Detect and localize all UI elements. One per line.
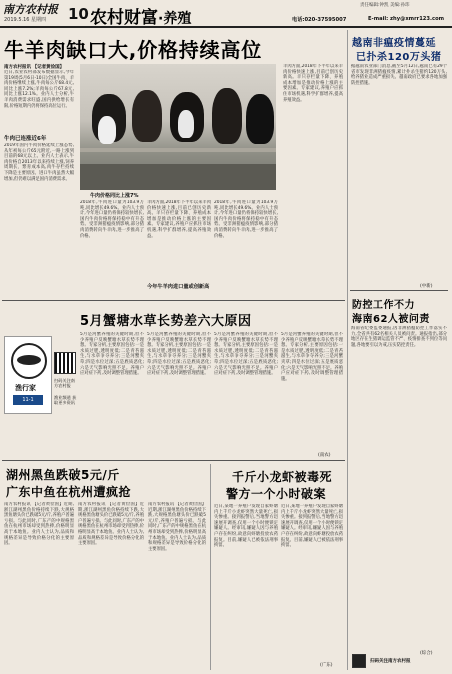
main-body-mid-2: 羊肉方面,2018年下半年以来羊肉价格快速上涨,目前已创历史新高。羊只存栏量下降、养殖成本增加是推动价格上涨的主要因素。专家建议,养殖户应抓住市场机遇,科学扩群增养,提高养殖效益。 xyxy=(147,200,211,239)
crab-headline: 5月蟹塘水草长势差六大原因 xyxy=(80,314,252,329)
sidebar-byline: (中新) xyxy=(420,284,433,289)
pen-rail xyxy=(80,148,276,152)
qr-code[interactable] xyxy=(54,352,76,374)
main-headline: 牛羊肉缺口大,价格持续高位 xyxy=(4,38,262,62)
lobster-byline: (广东) xyxy=(320,663,333,668)
logo-badge: 11-1 xyxy=(13,395,43,405)
section-title-sub: ·养殖 xyxy=(158,11,192,27)
sidebar-hr xyxy=(350,290,448,291)
cow-2 xyxy=(132,90,162,142)
snakehead-headline-1: 湖州黑鱼跌破5元/斤 xyxy=(6,468,120,482)
main-body-left: 近日,农业农村部发布数据显示,今年第19周(5月6日-10日)全国牛肉、羊肉价格继续上涨,牛肉每公斤68.4元,同比上涨7.2%;羊肉每公斤67.8元,同比上涨12.1%。业内人士分析,牛羊肉消费需求旺盛,国内供给增长有限,价格短期内仍将保持高位运行。 xyxy=(4,70,74,109)
main-body-mid-3: 2018年,牛肉进口量为103.9万吨,同比增长49.6%。业内人士预计,今年进口量仍将保持较快增长,国内牛肉价格将保持稳中有升态势。受非洲猪瘟疫情影响,部分猪肉消费转向牛羊肉,进一步推高了价格。 xyxy=(214,200,278,239)
trough xyxy=(80,164,276,190)
footer-text: 扫码关注南方农村报 xyxy=(370,659,411,664)
snakehead-body-2: 南方农村报讯 【记者黄俭国】近期,浙江湖州黑鱼价格持续下跌,大规格黑鱼塘头价已跌破5元/斤,养殖户普遍亏损。与此同时,广东产的中规格黑鱼在杭州市场却受到热捧,价格明显高于本地鱼。业内人士认为,品质和规格差异是导致价格分化的主要原因。 xyxy=(78,502,144,547)
sidebar-headline-3: 防控工作不力 xyxy=(352,300,415,311)
cow-3-face xyxy=(178,110,194,138)
editor-line: 责任编辑:钟凯 美编:孙玮 xyxy=(360,3,410,8)
fish-icon xyxy=(17,355,41,365)
lobster-headline-1: 千斤小龙虾被毒死 xyxy=(232,470,333,484)
section-title xyxy=(90,3,191,28)
section-title-main: 农村财富 xyxy=(90,8,158,28)
cow-4 xyxy=(212,88,242,144)
page-number: 10 xyxy=(68,5,89,23)
crab-body-3: 5月是河蟹养殖的关键时期,但不少养殖户反映蟹塘水草长势不理想。专家分析,主要原因包括:一是水质过肥,透明度低;二是青苔滋生,与水草争夺养分;三是河蟹夹草;四是水位过深;五是底质恶化;六是天气影响光照不足。养殖户应对症下药,及时调整管理措施。 xyxy=(214,332,278,377)
section-hr-2 xyxy=(2,460,345,461)
main-body-left-2: 2019年国内牛肉价格延续上涨态势,从年初每公斤65元附近,一路上涨到目前的68元以上。业内人士表示,牛肉价格自2013年以来持续上涨,饲养周期长、繁育成本高,肉牛存栏持续下降是主要原因。进口牛肉虽然大幅增加,但仍难以满足国内消费需求。 xyxy=(4,143,74,182)
sidebar-headline-2: 已扑杀120万头猪 xyxy=(356,52,442,63)
sidebar-headline-1: 越南非瘟疫情蔓延 xyxy=(352,38,436,49)
lobster-body-1: 近日,某地一养殖户发现自家虾塘内上千斤小龙虾突然大量死亡,损失惨重。接到报警后,当地警方迅速展开调查,仅用一个小时便锁定嫌疑人。经审讯,嫌疑人因与养殖户存在纠纷,故意向虾塘投放农药报复。目前,嫌疑人已被依法刑事拘留。 xyxy=(214,504,278,549)
sidebar-headline-4: 海南62人被问责 xyxy=(352,314,430,325)
lobster-body-2: 近日,某地一养殖户发现自家虾塘内上千斤小龙虾突然大量死亡,损失惨重。接到报警后,当地警方迅速展开调查,仅用一个小时便锁定嫌疑人。经审讯,嫌疑人因与养殖户存在纠纷,故意向虾塘投放农药报复。目前,嫌疑人已被依法刑事拘留。 xyxy=(281,504,343,549)
crab-body-2: 5月是河蟹养殖的关键时期,但不少养殖户反映蟹塘水草长势不理想。专家分析,主要原因包括:一是水质过肥,透明度低;二是青苔滋生,与水草争夺养分;三是河蟹夹草;四是水位过深;五是底质恶化;六是天气影响光照不足。养殖户应对症下药,及时调整管理措施。 xyxy=(147,332,211,377)
sidebar-body-2: 海南省纪委监委通报,因非洲猪瘟防控工作落实不力,全省共有62名相关人员被问责。通报指出,部分地区存在生猪调运监管不严、疫情排查不到位等问题,各地要引以为戒,压实防控责任。 xyxy=(351,326,447,348)
sidebar-byline-2: (综合) xyxy=(420,651,433,656)
header-bar xyxy=(0,0,452,28)
cow-5 xyxy=(246,94,274,144)
issue-date: 2019.5.16 星期四 xyxy=(4,17,47,23)
main-body-right: 羊肉方面,2018年下半年以来羊肉价格快速上涨,目前已创历史新高。羊只存栏量下降、养殖成本增加是推动价格上涨的主要因素。专家建议,养殖户应抓住市场机遇,科学扩群增养,提高养殖效益。 xyxy=(283,64,343,103)
cow-1-face xyxy=(98,116,116,144)
footer-qr[interactable] xyxy=(352,654,366,668)
main-dateline: 南方农村报讯 【记者黄俭国】 xyxy=(4,65,65,70)
main-subhead-2: 今年牛羊肉进口量或创新高 xyxy=(147,284,210,290)
snakehead-body-1: 南方农村报讯 【记者黄俭国】近期,浙江湖州黑鱼价格持续下跌,大规格黑鱼塘头价已跌破5元/斤,养殖户普遍亏损。与此同时,广东产的中规格黑鱼在杭州市场却受到热捧,价格明显高于本地鱼。业内人士认为,品质和规格差异是导致价格分化的主要原因。 xyxy=(4,502,74,547)
snakehead-body-3: 南方农村报讯 【记者黄俭国】近期,浙江湖州黑鱼价格持续下跌,大规格黑鱼塘头价已跌破5元/斤,养殖户普遍亏损。与此同时,广东产的中规格黑鱼在杭州市场却受到热捧,价格明显高于本地鱼。业内人士认为,品质和规格差异是导致价格分化的主要原因。 xyxy=(148,502,206,552)
phone-label: 电话:020-37595007 xyxy=(292,17,347,23)
crab-body-4: 5月是河蟹养殖的关键时期,但不少养殖户反映蟹塘水草长势不理想。专家分析,主要原因包括:一是水质过肥,透明度低;二是青苔滋生,与水草争夺养分;三是河蟹夹草;四是水位过深;五是底质恶化;六是天气影响光照不足。养殖户应对症下药,及时调整管理措施。 xyxy=(281,332,343,382)
sidebar-divider xyxy=(347,30,348,670)
sidebar-body: 据越南农业部门消息,截至5月12日,越南已有29个省市发现非洲猪瘟疫情,累计扑杀生猪约120万头,给养猪业造成严重损失。越南政府已要求各地加强防控措施。 xyxy=(351,64,447,86)
snakehead-headline-2: 广东中鱼在杭州遭疯抢 xyxy=(6,485,132,499)
promo-logo-box xyxy=(4,336,52,414)
main-subhead-1: 牛肉已连涨近6年 xyxy=(4,136,47,142)
crab-byline: (南农) xyxy=(318,453,331,458)
logo-caption: 渔行家 xyxy=(15,384,36,392)
main-body-mid: 2018年,牛肉进口量为103.9万吨,同比增长49.6%。业内人士预计,今年进口量仍将保持较快增长,国内牛肉价格将保持稳中有升态势。受非洲猪瘟疫情影响,部分猪肉消费转向牛羊肉,进一步推高了价格。 xyxy=(80,200,144,239)
crab-body-1: 5月是河蟹养殖的关键时期,但不少养殖户反映蟹塘水草长势不理想。专家分析,主要原因包括:一是水质过肥,透明度低;二是青苔滋生,与水草争夺养分;三是河蟹夹草;四是水位过深;五是底质恶化;六是天气影响光照不足。养殖户应对症下药,及时调整管理措施。 xyxy=(80,332,144,377)
promo-line-1: 扫码关注南方农村报 xyxy=(54,378,75,388)
promo-line-2: 渔业频道 获取更多资讯 xyxy=(54,395,77,405)
newspaper-logo: 南方农村报 xyxy=(3,3,58,16)
photo-caption: 牛肉价格同比上涨7% xyxy=(90,193,139,199)
section-vr xyxy=(210,464,211,670)
cattle-photo xyxy=(80,64,276,190)
lobster-headline-2: 警方一个小时破案 xyxy=(226,487,327,501)
section-hr-1 xyxy=(2,300,345,301)
email-label: E-mail: zhy@xmrr123.com xyxy=(368,16,445,22)
